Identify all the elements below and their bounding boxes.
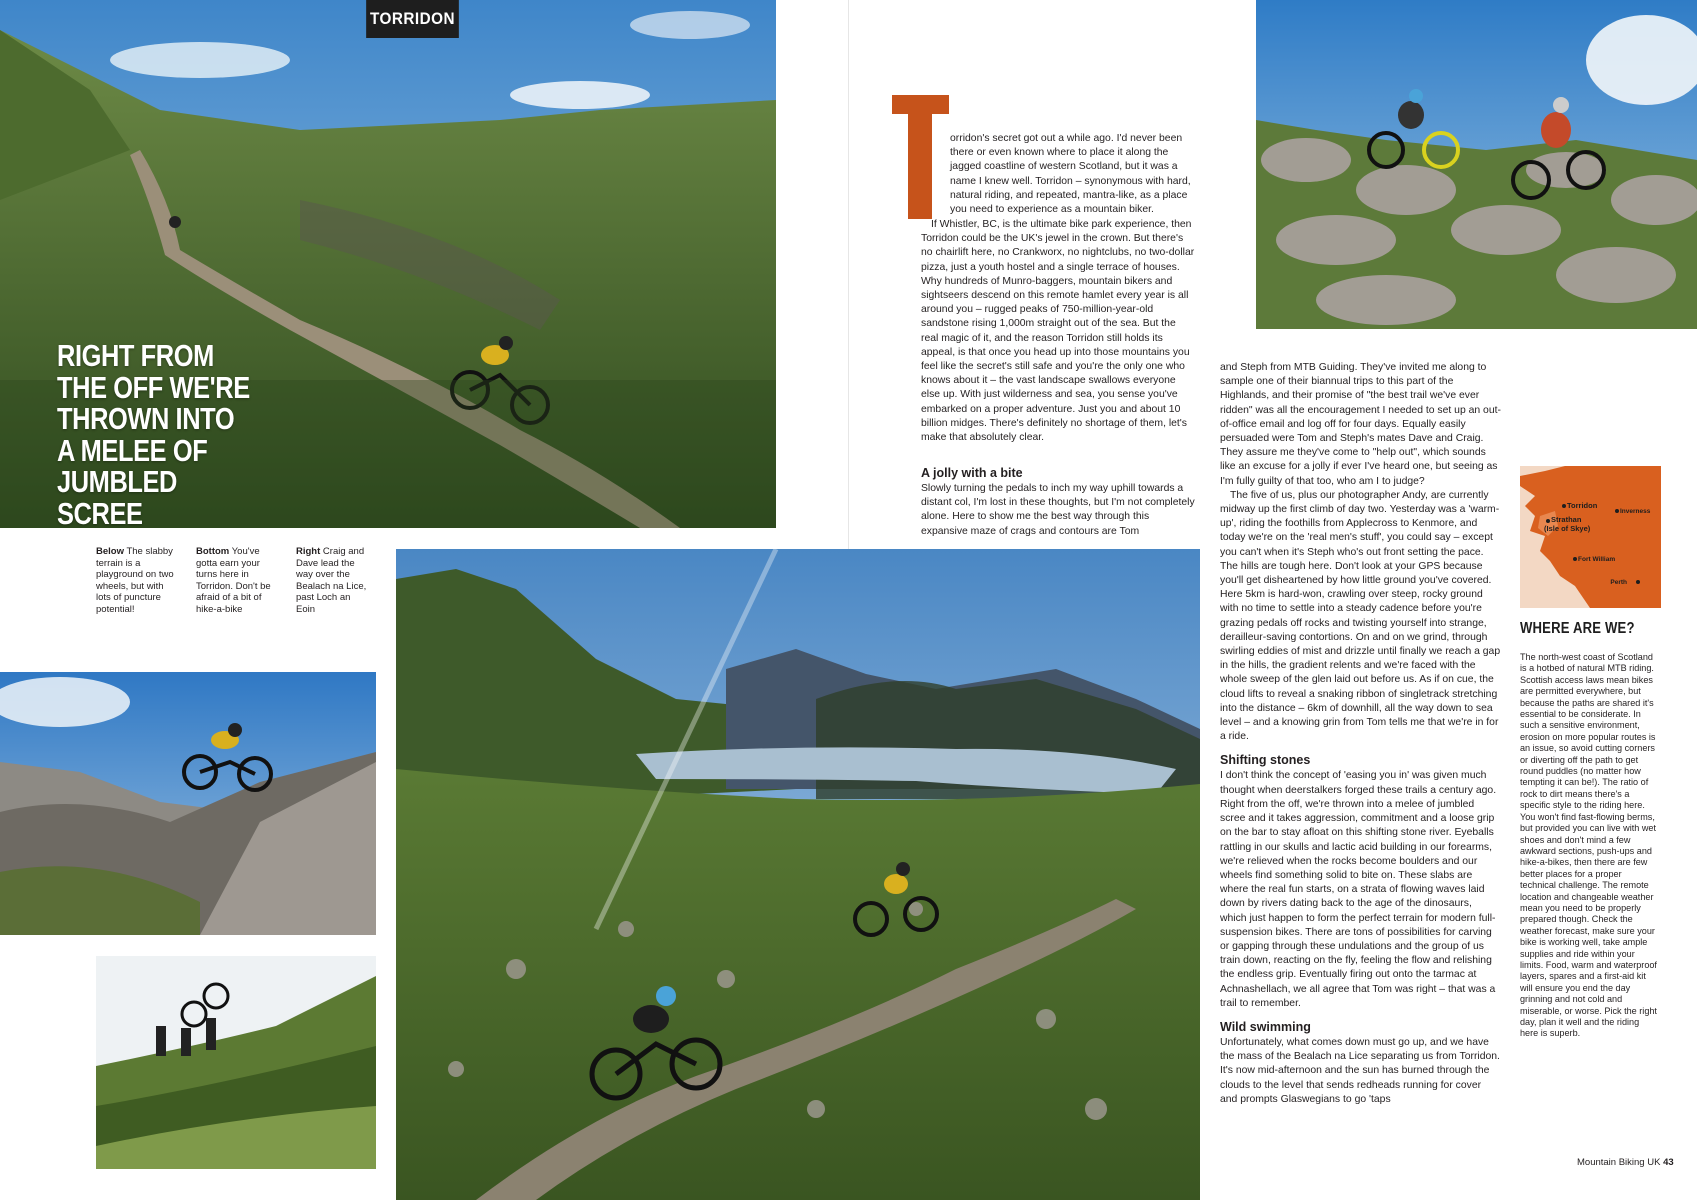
caption-label: Right (296, 546, 321, 557)
caption-text: The slabby terrain is a playground on two wheels, but with lots of puncture potential! (96, 546, 174, 615)
paragraph: If Whistler, BC, is the ultimate bike park experience, then Torridon could be the UK's jewel in the crown. But there's no chairlift here, no Crankworx, no nightclubs, no two-dollar pizza, just a youth hostel and a single terrace of houses. Why hundreds of Munro-baggers, mountain bikers and sightseers descend on this remote hamlet every year is all around you – rugged peaks of 750-million-year-old sandstone rising 1,000m straight out of the sea. But the real magic of it, and the reason Torridon still holds its appeal, is that once you head up into those mountains you feel like the secret's still safe and you're the only one who knows about it – the vast landscape swallows everyone else up. With just wilderness and sea, you sense you've embarked on a proper adventure. Just you and about 10 billion midges. There's definitely no shortage of them, let's make that absolutely clear. (921, 219, 1195, 444)
sidebar-title: WHERE ARE WE? (1520, 620, 1635, 637)
folio (1577, 1157, 1674, 1168)
intro-paragraph: orridon's secret got out a while ago. I'd never been there or even known where to place it along the jagged coastline of western Scotland, but it was a name I knew well. Torridon – synonymous with hard, natural riding, and repeated, mantra-like, as a place you need to experience as a mountain biker. (950, 133, 1191, 216)
map-label-torridon: Torridon (1567, 501, 1598, 510)
map-label-inverness: Inverness (1620, 508, 1651, 515)
caption-right (296, 546, 372, 615)
caption-label: Bottom (196, 546, 230, 557)
caption-below (96, 546, 178, 615)
sidebar-body: The north-west coast of Scotland is a hotbed of natural MTB riding. Scottish access laws mean bikes are permitted everywhere, but because the paths are shared it's essential to be considerate. In such a sensitive environment, erosion on more popular routes is an issue, so avoid cutting corners or diverting off the path to get round puddles (no matter how tempting it can be!). The ratio of rock to dirt means there's a specific style to the riding here. You won't find fast-flowing berms, but provided you can live with wet shoes and don't mind a few awkward sections, push-ups and hike-a-bikes, then there are few better places for a proper technical challenge. The remote location and changeable weather mean you need to be properly prepared though. Check the weather forecast, make sure your bike is working well, take ample supplies and ride within your limits. Food, warm and waterproof layers, spares and a first-aid kit will ensure you end the day grinning and not cold and miserable, or worse. Pick the right day, plan it well and the riding here is superb. (1520, 652, 1657, 1039)
map-label-perth: Perth (1610, 579, 1627, 586)
folio-page-number: 43 (1663, 1157, 1674, 1168)
subheading-jolly: A jolly with a bite (921, 466, 1023, 480)
paragraph: Unfortunately, what comes down must go up, and we have the mass of the Bealach na Lice separating us from Torridon. It's now mid-afternoon and the sun has burned through the clouds to the level that sends redheads running for cover and prompts Glaswegians to go 'taps (1220, 1036, 1500, 1105)
article-column-2 (1220, 361, 1501, 1107)
article-column-1-bottom (921, 459, 1195, 539)
paragraph: I don't think the concept of 'easing you in' was given much thought when deerstalkers forged these trails a century ago. Right from the off, we're thrown into a melee of jumbled scree and it takes aggression, commitment and a loose grip on the bar to stay afloat on this shifting stone river. Eyeballs rattling in our skulls and lactic acid building in our forearms, we're relieved when the rocks become boulders and our wheels find something solid to bite on. These slabs are where the real fun starts, on a strata of flowing waves laid down by rivers dating back to the age of the dinosaurs, which just happen to form the perfect terrain for modern full-suspension bikes. There are tons of possibilities for carving or gapping through these undulations and the group of us train down, reacting on the fly, feeling the flow and relishing the endless grip. Eventually firing out onto the tarmac at Achnashellach, we all agree that Tom was right – that was a trail to remember. (1220, 770, 1497, 1009)
folio-publication: Mountain Biking UK (1577, 1157, 1661, 1168)
article-column-1 (921, 218, 1195, 445)
map-label-skye: (Isle of Skye) (1544, 524, 1591, 533)
article-intro (950, 132, 1195, 217)
photo-hike-a-bike (96, 956, 376, 1169)
drop-cap-t (892, 95, 949, 219)
caption-label: Below (96, 546, 124, 557)
photo-riders-rocks (1256, 0, 1697, 329)
caption-text: You've gotta earn your turns here in Torridon. Don't be afraid of a bit of hike-a-bike (196, 546, 271, 615)
paragraph: Slowly turning the pedals to inch my way uphill towards a distant col, I'm lost in these thoughts, but I'm not completely alone. Here to show me the best way through this expansive maze of crags and contours are Tom (921, 483, 1195, 537)
location-map (1520, 466, 1661, 608)
subheading-swimming: Wild swimming (1220, 1019, 1311, 1034)
caption-text: Craig and Dave lead the way over the Bealach na Lice, past Loch an Eoin (296, 546, 367, 615)
paragraph: and Steph from MTB Guiding. They've invited me along to sample one of their biannual trips to this part of the Highlands, and their promise of "the best trail we've ever ridden" was all the encouragement I needed to set up an out-of-office email and log off for four days. Equally easily persuaded were Tom and Steph's mates Dave and Craig. They assure me they've come to "help out", which sounds like an excuse for a jolly if ever I've heard one, but seeing as I'm fully guilty of that too, who am I to judge? (1220, 362, 1501, 487)
map-label-fort-william: Fort William (1578, 556, 1616, 563)
paragraph: The five of us, plus our photographer Andy, are currently midway up the first climb of day two. Yesterday was a 'warm-up', riding the foothills from Applecross to Kenmore, and today we're on the 'real men's stuff', you could say – except you can't when it's Steph who's out front setting the pace. The hills are tough here. Don't look at your GPS because you'll get disheartened by how little ground you've covered. Here 5km is hard-won, crawling over steep, rocky ground with no time to settle into a steady cadence before you're grazing pedals off rocks and twisting yourself into strange, derailleur-saving contortions. On and on we grind, through swirling eddies of mist and drizzle until finally we reach a gap in the hills, the gradient relents and we're faced with the whole sweep of the glen laid out before us. As if on cue, the cloud lifts to reveal a snaking ribbon of singletrack stretching into the distance – 6km of downhill, all the way down to sea level – and a knowing grin from Tom tells me that we're in for a ride. (1220, 489, 1501, 743)
photo-loch-descent (396, 549, 1200, 1200)
photo-jump (0, 672, 376, 935)
pull-quote: RIGHT FROM THE OFF WE'RE THROWN INTO A MELEE OF JUMBLED SCREE (57, 338, 250, 531)
map-label-strathan: Strathan (1551, 515, 1582, 524)
caption-bottom (196, 546, 272, 615)
section-tag: TORRIDON (366, 0, 459, 38)
subheading-shifting: Shifting stones (1220, 753, 1311, 768)
